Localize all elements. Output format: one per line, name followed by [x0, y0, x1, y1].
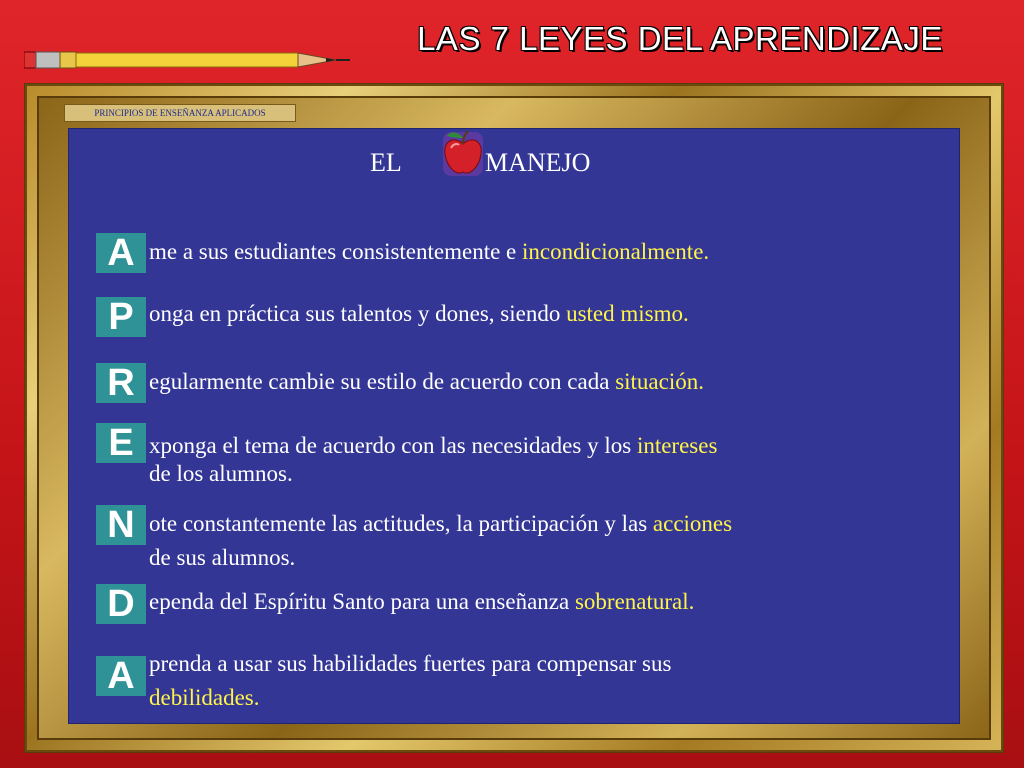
slide-title: LAS 7 LEYES DEL APRENDIZAJE [417, 20, 943, 57]
law-text [149, 432, 949, 488]
law-letter-box: P [96, 297, 146, 337]
law-text-tail-highlight: debilidades. [149, 685, 260, 710]
law-text-highlight: situación. [615, 369, 704, 394]
law-text [149, 647, 949, 715]
heading-el: EL [370, 148, 402, 177]
law-text [149, 588, 949, 616]
law-letter-box: E [96, 423, 146, 463]
law-text-highlight: sobrenatural. [574, 589, 695, 614]
law-text-highlight: intereses [636, 433, 718, 458]
law-text-main: egularmente cambie su estilo de acuerdo con cada [149, 369, 616, 394]
principles-tag: PRINCIPIOS DE ENSEÑANZA APLICADOS [64, 104, 296, 122]
law-letter-box: D [96, 584, 146, 624]
law-text-highlight: usted mismo. [566, 301, 689, 326]
law-text [149, 507, 949, 575]
law-letter-box: R [96, 363, 146, 403]
law-text-highlight: incondicionalmente. [522, 239, 710, 264]
law-text-tail: de sus alumnos. [149, 545, 296, 570]
law-text-tail: de los alumnos. [149, 461, 293, 486]
law-letter-box: N [96, 505, 146, 545]
content-panel [68, 128, 960, 724]
heading [0, 148, 1024, 184]
pencil-icon [24, 50, 350, 70]
law-text-main: xponga el tema de acuerdo con las necesidades y los [149, 433, 637, 458]
law-letter-box: A [96, 656, 146, 696]
law-text [149, 368, 949, 396]
law-text-main: onga en práctica sus talentos y dones, siendo [149, 301, 567, 326]
law-letter-box: A [96, 233, 146, 273]
heading-manejo: MANEJO [485, 148, 591, 177]
apple-icon [441, 128, 485, 180]
law-text-highlight: acciones [652, 511, 733, 536]
law-text-main: ote constantemente las actitudes, la participación y las [149, 511, 653, 536]
law-text-main: ependa del Espíritu Santo para una enseñanza [149, 589, 575, 614]
law-text [149, 238, 949, 266]
law-text-main: me a sus estudiantes consistentemente e [149, 239, 523, 264]
law-text-main: prenda a usar sus habilidades fuertes para compensar sus [149, 651, 672, 676]
law-text [149, 300, 949, 328]
